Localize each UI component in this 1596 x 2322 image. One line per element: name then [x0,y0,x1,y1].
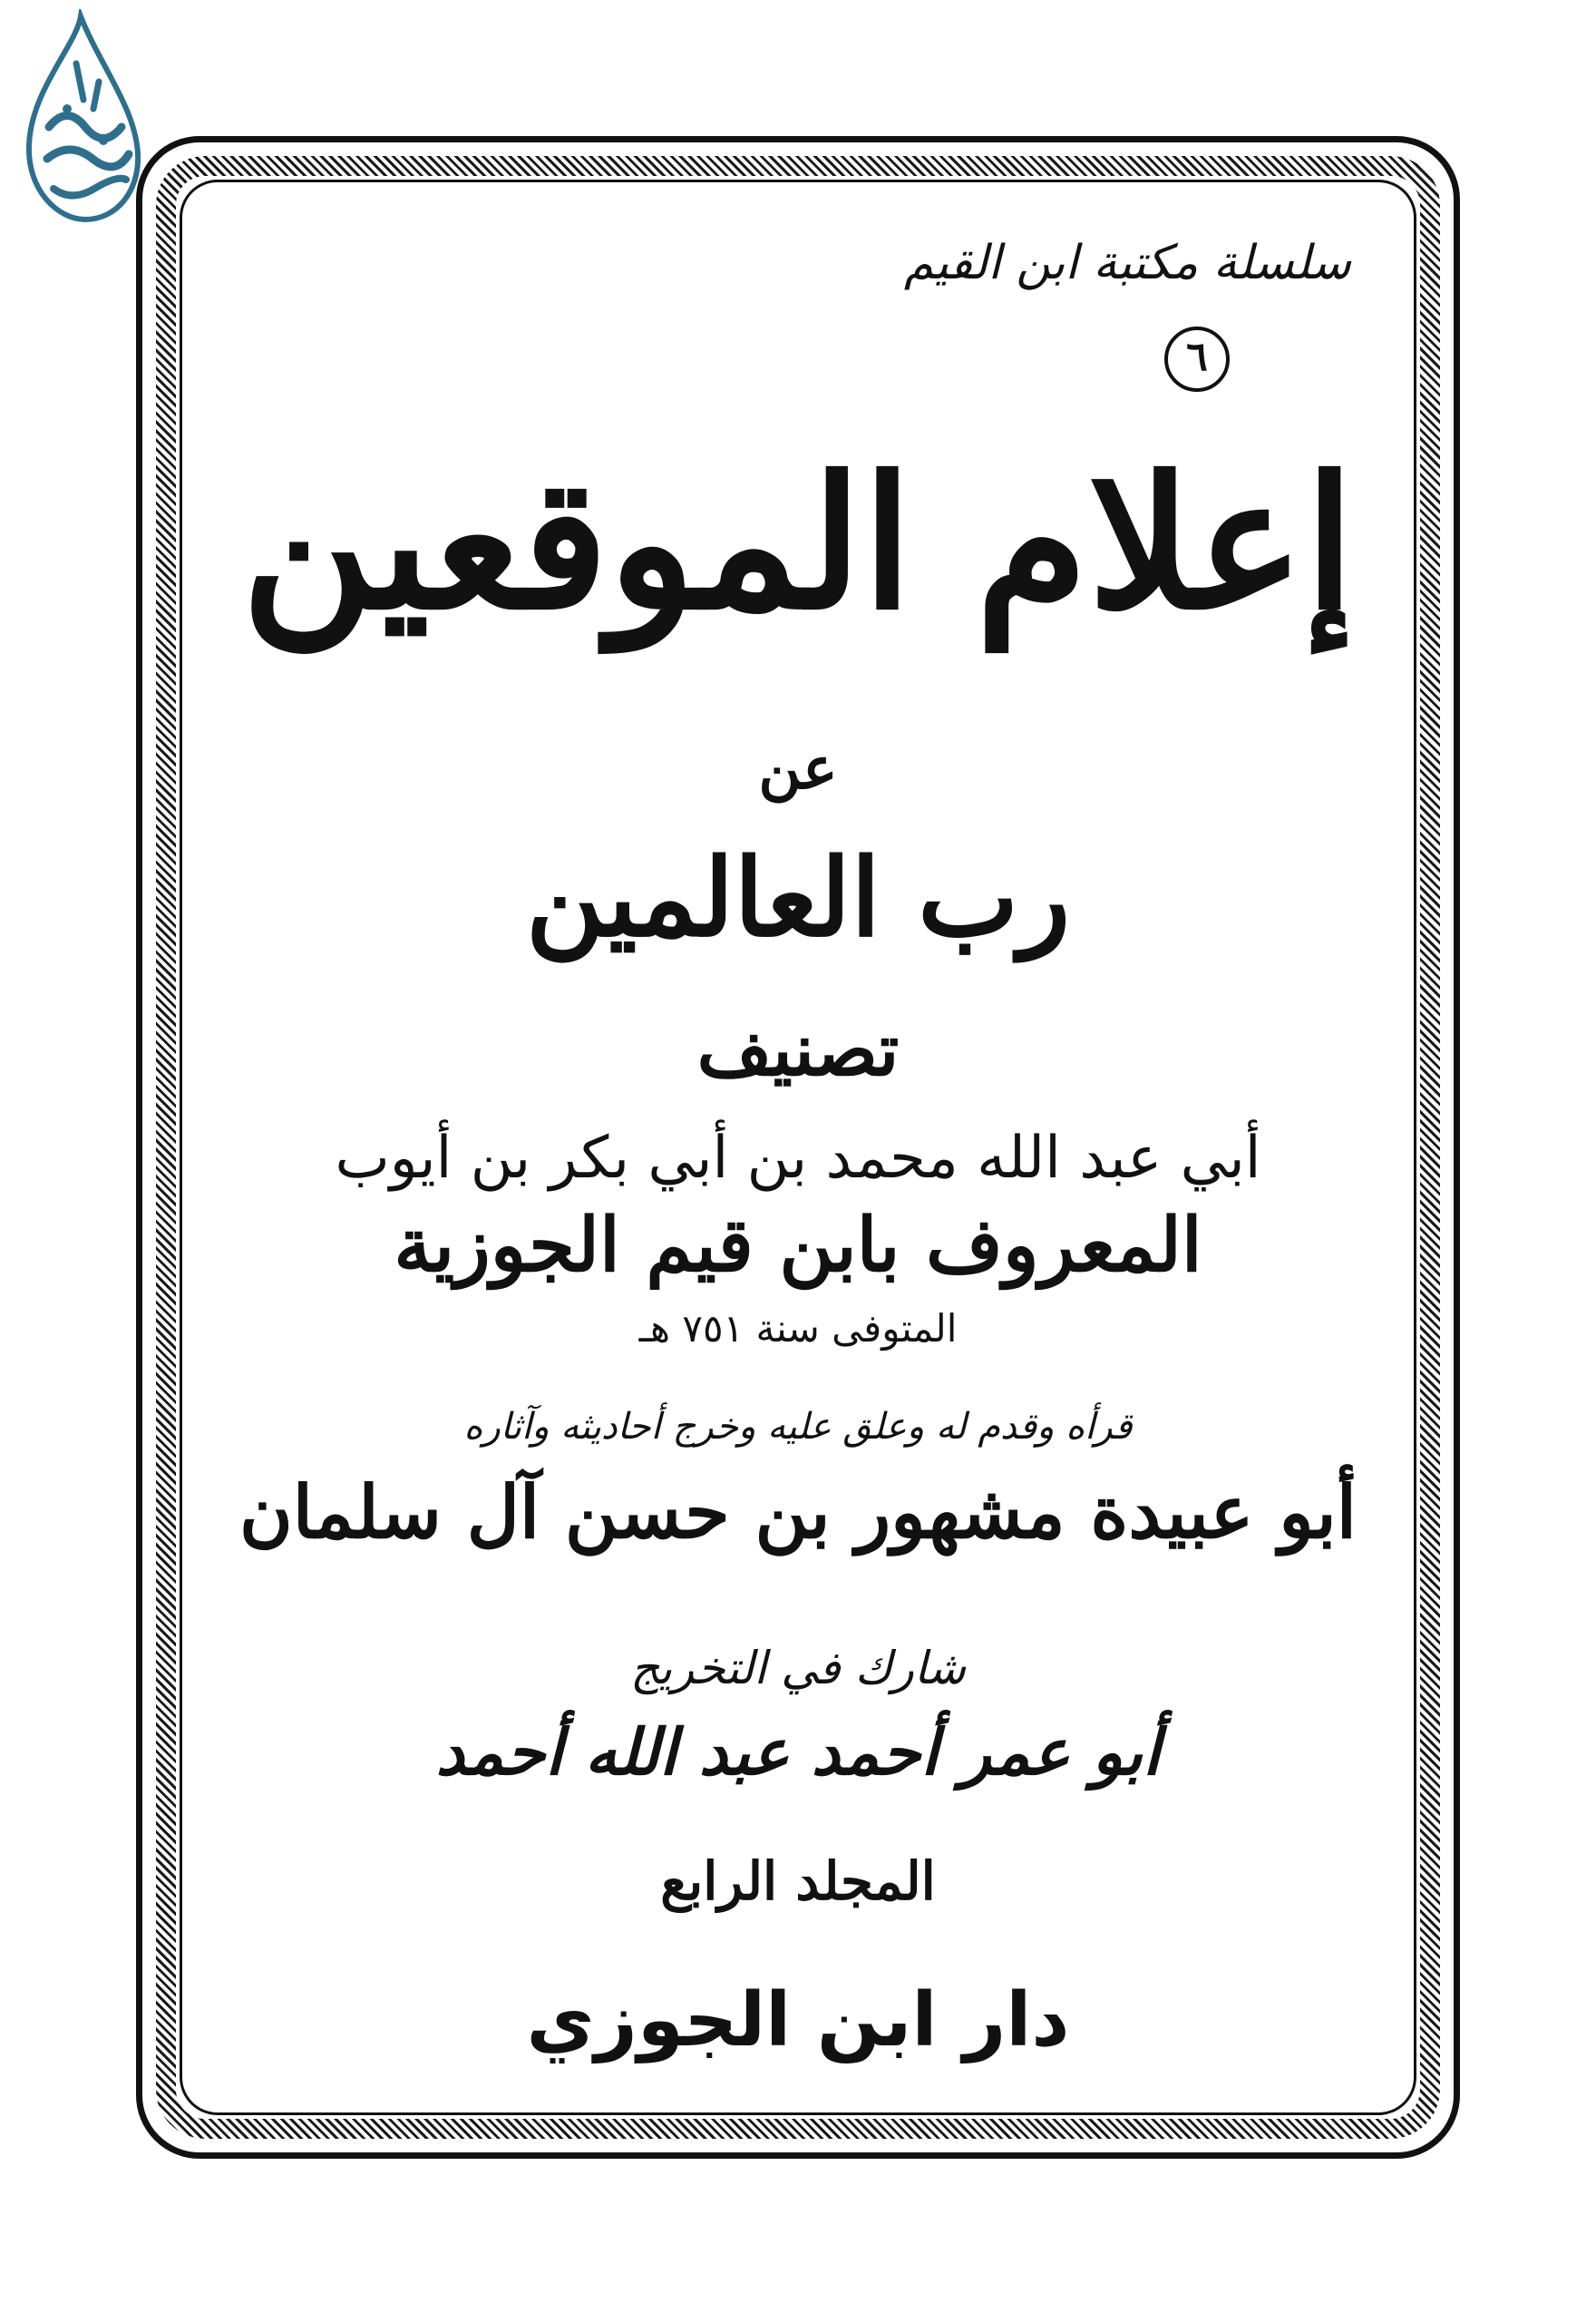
contributor-name: أبو عمر أحمد عبد الله أحمد [435,1714,1161,1790]
authorship-label: تصنيف [696,1007,900,1092]
contribution-credit-line: شارك في التخريج [629,1642,967,1694]
title-page [209,209,1387,2086]
author-known-as: المعروف بابن قيم الجوزية [394,1202,1202,1289]
editing-credit-line: قرأه وقدم له وعلق عليه وخرج أحاديثه وآثاره [463,1406,1133,1448]
calligraphic-drop-logo-icon [13,9,149,227]
book-title: إعلام الموقعين [241,437,1355,650]
author-death-date: المتوفى سنة ٧٥١ هـ [638,1306,958,1351]
author-name: أبي عبد الله محمد بن أبي بكر بن أيوب [335,1125,1261,1192]
title-connector: عن [758,735,838,803]
series-name: سلسلة مكتبة ابن القيم [903,236,1351,290]
series-number-badge [1034,327,1360,392]
editor-name: أبو عبيدة مشهور بن حسن آل سلمان [238,1469,1358,1555]
volume-label: المجلد الرابع [660,1850,936,1912]
publisher-name: دار ابن الجوزي [526,1977,1070,2063]
series-number: ٦ [1164,327,1230,392]
book-subtitle: رب العالمين [525,834,1071,961]
